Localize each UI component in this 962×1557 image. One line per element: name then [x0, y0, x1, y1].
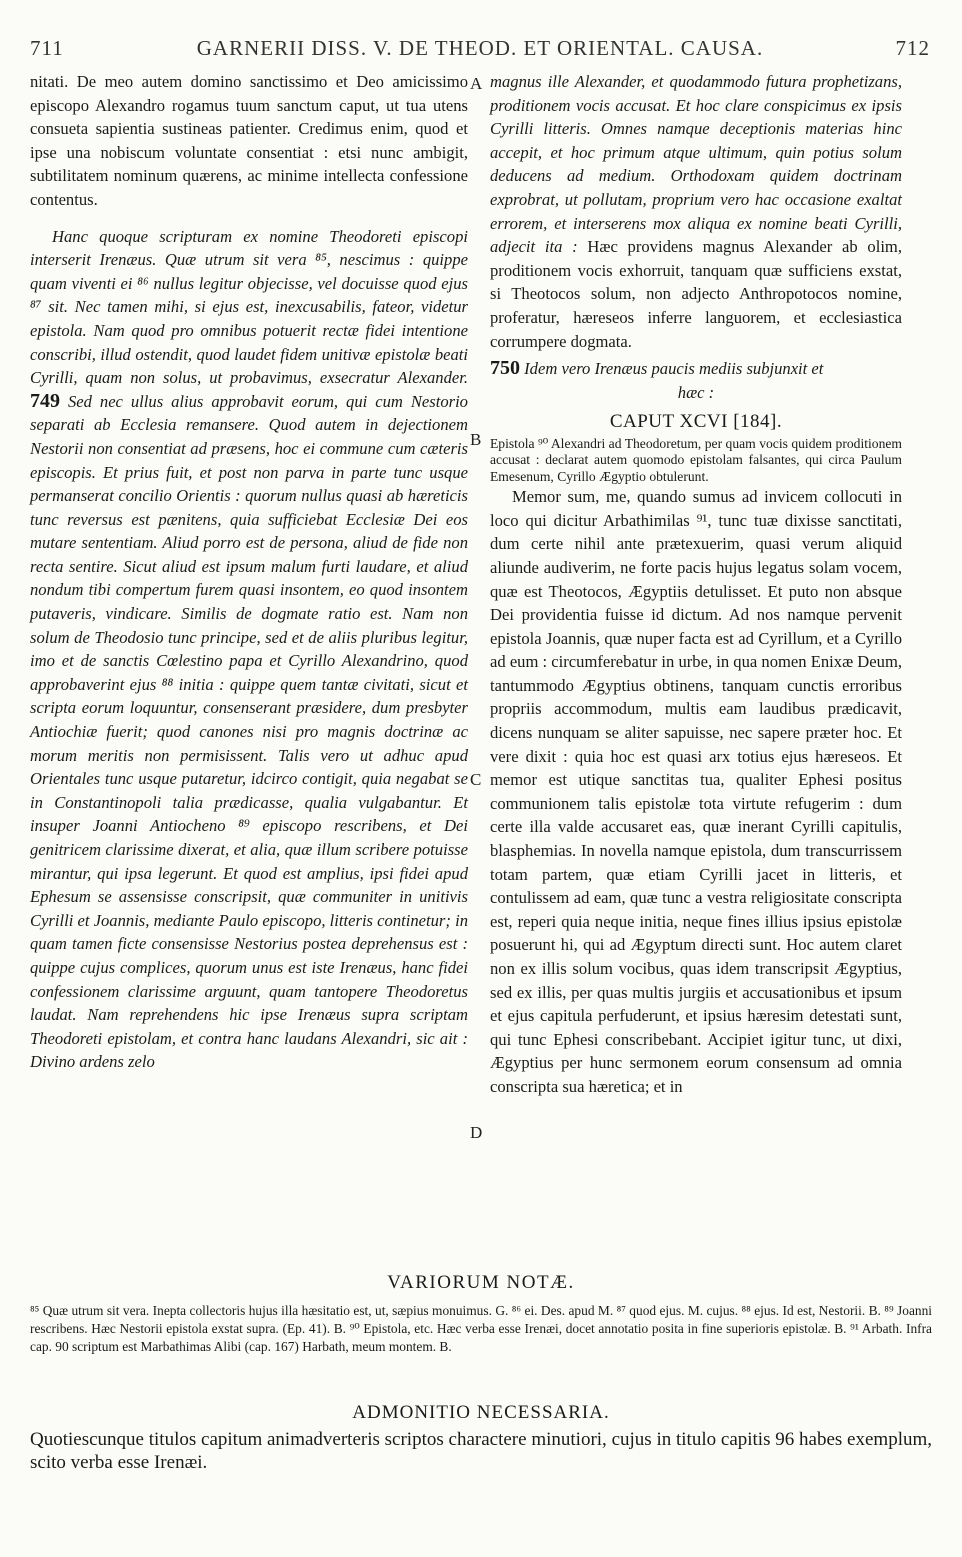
margin-siglum-b: B — [470, 430, 482, 449]
margin-siglum-a: A — [470, 74, 483, 93]
running-title: GARNERII DISS. V. DE THEOD. ET ORIENTAL. CAUSA. — [196, 36, 764, 60]
right-paragraph-3: Memor sum, me, quando sumus ad invicem collocuti in loco qui dicitur Arbathimilas ⁹¹, tunc tuæ dixisse sanctitati, dum certe nihil ante prætexuerim, quasi verum aliquid aliunde audiverim, ne forte pacis hujus legatus solam vocem, quæ est Theotocos, Ægyptiis detulisset. Et puto non absque Dei providentia fuisse id dictum. Ad nos namque pervenit epistola Joannis, quæ nuper facta est ad Cyrillum, et a Cyrillo ad eum : circumferebatur in urbe, in qua nomen Enixæ Deum, tantummodo Ægyptius obtinens, tanquam cunctis erroribus propriis accommodum, multis eam laudibus prædicavit, dicens nunquam se aliter sapuisse, nec sapere præter hoc. Et vere dixit : quia hoc est quasi arx totius ejus hæreseos. Et memor est utique sanctitas tua, qualiter Ephesi positus communionem talis epistolæ tota virtute refugerim : dum certe illa valde accusaret eas, quæ inerant Cyrilli capitulis, blasphemias. In novella namque epistola, dum transcurrissem totam partem, quæ etiam Cyrilli jacet in litteris, et contulissem ad eam, quæ tunc a vestra religiositate conscripta est, reperi quia neque initia, neque fines illius ipsius epistolæ posuerunt hi, qui ad Ægyptum directi sunt. Hoc autem claret non ex illis solum vocibus, quas idem transcripsit Ægyptius, sed ex illis, per quas multis jurgiis et accusationibus et ipsum et ejus capitula perfuderunt, et ipsius hæresim detestati sunt, qui tunc Ephesi conscribebant. Accipiet igitur tunc, ut dixi, Ægyptius per hunc sermonem eorum consensum ad omnia conscripta sua hæretica; et in — [490, 487, 902, 1096]
left-paragraph-2-text-a: Hanc quoque scripturam ex nomine Theodoreti episcopi interserit Irenæus. Quæ utrum sit vera ⁸⁵, nescimus : quippe quam viventi ei ⁸⁶ nullus legitur objecisse, vel docuisse quod ejus ⁸⁷ sit. Nec tamen mihi, si ejus est, inexcusabilis, fateor, videtur epistola. Nam quod pro omnibus potuerit rectæ fidei intentione conscribi, illud ostendit, quod laudet fidem unitivæ epistolæ beati Cyrilli, quam non solus, ut probavimus, exsecratur Alexander. — [30, 226, 468, 388]
running-header — [30, 36, 930, 66]
inline-page-number-749: 749 — [30, 389, 60, 412]
left-paragraph-1: nitati. De meo autem domino sanctissimo et Deo amicissimo episcopo Alexandro rogamus tuum sanctum caput, ut tua utens consueta sapientia sustineas patienter. Credimus enim, quod et ipse una nobiscum voluntate consentiat : etsi nunc ambigit, subtilitatem nominum quærens, ac minime intellecta confessione contentus. — [30, 72, 468, 209]
right-paragraph-1 — [490, 70, 902, 353]
right-column — [490, 70, 902, 1099]
notes-title: VARIORUM NOTÆ. — [387, 1272, 575, 1293]
page-number-right: 712 — [895, 36, 930, 60]
right-paragraph-2 — [490, 357, 902, 381]
left-paragraph-2-text-b: Sed nec ullus alius approbavit eorum, qui cum Nestorio separati ab Ecclesia remansere. Quod autem in dejectionem Nestorii non consentiat ad præsens, hoc ei commune cum cæteris episcopis. Et prius fuit, et post non parva in parte tunc usque permanserat concilio Orientis : quorum nullus quasi ab hæreticis tunc reversus est pænitens, quia sufficiebat Ecclesiæ Dei eos mutare sententiam. Aliud porro est de persona, aliud de fide non recta sentire. Sicut aliud est ipsum malum furti laudare, et aliud nondum tibi compertum furem quasi insontem, eo quod insontem putaveris, vindicare. Similis de dogmate ratio est. Nam non solum de Theodosio tunc principe, sed et de aliis pluribus legitur, imo et de sanctis Cœlestino papa et Cyrillo Alexandrino, quod approbaverint ejus ⁸⁸ initia : quippe quem tantæ civitati, sicut et scripta eorum loquuntur, consenserant præsidere, dum presbyter Antiochiæ fuerit; quod canones nisi pro magnis doctrinæ ac morum meritis non permisissent. Talis vero ut adhuc apud Orientales tunc usque putaretur, idcirco contigit, quia negabat se in Constantinopoli talia prædicasse, qualia vulgabantur. Et insuper Joanni Antiocheno ⁸⁹ episcopo rescribens, et Dei genitricem clarissime dixerat, et alia, quæ illum scribere potuisse mirantur, qui ipsa legerunt. Et quod est amplius, ipsi fidei apud Ephesum se assensisse conscripsit, quæ communiter in unitivis Cyrilli et Joannis, mediante Paulo episcopo, litteris continetur; in quam tamen ficte consensisse Nestorius postea deprehensus est : quippe cujus complices, quorum unus est iste Irenæus, hanc fidei confessionem clarissime arguunt, quam tantopere Theodoretus laudat. Nam reprehendens hic ipse Irenæus supra scriptam Theodoreti epistolam, et contra hanc laudans Alexandri, sic ait : Divino ardens zelo — [30, 391, 468, 1072]
left-column — [30, 70, 468, 1074]
right-paragraph-1-quote: Hæc providens magnus Alexander ab olim, proditionem vocis exhorruit, tanquam quæ sufficiens exstat, si Theotocos solum, non adjecto Anthropotocos nomine, proferatur, hæreseos inferre languorem, et ecclesiastica corrumpere dogmata. — [490, 237, 902, 351]
inline-page-number-750: 750 — [490, 357, 520, 380]
chapter-title: CAPUT XCVI [184]. — [609, 411, 783, 433]
left-paragraph-2 — [30, 225, 468, 1074]
admonitio-text: Quotiescunque titulos capitum animadverteris scriptos charactere minutiori, cujus in titulo capitis 96 habes exemplum, scito verba esse Irenæi. — [30, 1429, 932, 1473]
notes-text: ⁸⁵ Quæ utrum sit vera. Inepta collectoris hujus illa hæsitatio est, ut, sæpius monuimus. G. ⁸⁶ ei. Des. apud M. ⁸⁷ quod ejus. M. cujus. ⁸⁸ ejus. Id est, Nestorii. B. ⁸⁹ Joanni rescribens. Hæc Nestorii epistola exstat supra. (Ep. 41). B. ⁹⁰ Epistola, etc. Hæc verba esse Irenæi, docet annotatio posita in fine superioris epistolæ. B. ⁹¹ Arbath. Infra cap. 90 scriptum est Marbathimas Alibi (cap. 167) Harbath, meum montem. B. — [30, 1303, 932, 1354]
right-paragraph-2-text: Idem vero Irenæus paucis mediis subjunxit et — [524, 359, 824, 379]
margin-siglum-d: D — [470, 1123, 483, 1142]
margin-siglum-c: C — [470, 770, 482, 789]
right-paragraph-2-end: hæc : — [677, 382, 715, 402]
page-number-left: 711 — [30, 36, 64, 60]
right-paragraph-1-italic: magnus ille Alexander, et quodammodo futura prophetizans, proditionem vocis accusat. Et hoc clare conspicimus ex ipsis Cyrilli litteris. Omnes namque deceptionis materias hinc accepit, et hoc primum atque ultimum, quin potius solum deducens ad medium. Orthodoxam quidem doctrinam exprobrat, ut pollutam, proprium vero hac occasione exaltat errorem, et interserens mox aliqua ex nomine beati Cyrilli, adjecit ita : — [490, 72, 902, 257]
admonitio-title: ADMONITIO NECESSARIA. — [352, 1402, 610, 1423]
chapter-summary: Epistola ⁹⁰ Alexandri ad Theodoretum, per quam vocis quidem proditionem accusat : declarat autem quomodo epistolam falsantes, qui circa Paulum Emesenum, Cyrillo Ægyptio obtulerunt. — [490, 435, 902, 484]
